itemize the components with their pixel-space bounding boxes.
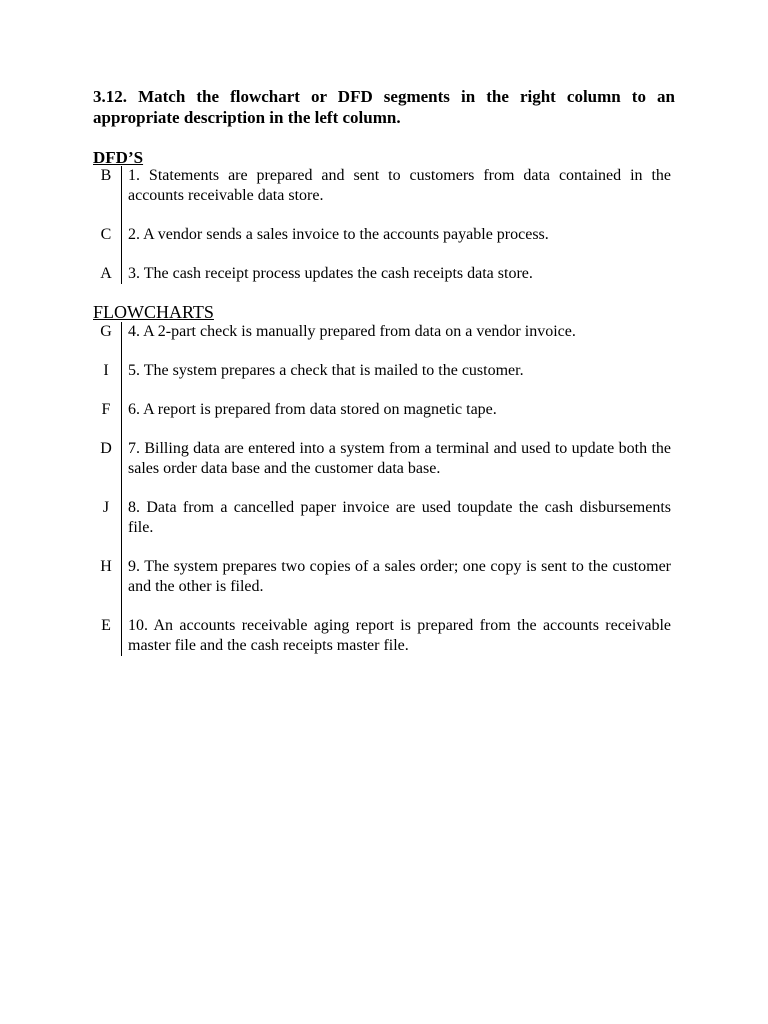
answer-letter: H: [100, 558, 112, 575]
flowcharts-section: [93, 322, 675, 656]
answer-letter: G: [100, 323, 112, 340]
item-description: 7. Billing data are entered into a system from a terminal and used to update both the sales order data base and the customer data base.: [121, 439, 675, 479]
list-item: [93, 322, 675, 342]
row-gap: [93, 245, 675, 264]
row-gap: [93, 420, 675, 439]
list-item: [93, 225, 675, 245]
item-description: 10. An accounts receivable aging report is prepared from the accounts receivable master file and the cash receipts master file.: [121, 616, 675, 656]
answer-letter: C: [100, 226, 112, 243]
list-item: [93, 616, 675, 656]
row-gap: [93, 538, 675, 557]
row-gap: [93, 597, 675, 616]
question-heading: 3.12. Match the flowchart or DFD segments in the right column to an appropriate description in the left column.: [93, 87, 675, 127]
list-item: [93, 400, 675, 420]
row-gap: [93, 381, 675, 400]
flowcharts-section-title: FLOWCHARTS: [93, 302, 214, 322]
dfd-section: [93, 166, 675, 284]
item-description: 3. The cash receipt process updates the cash receipts data store.: [121, 264, 675, 284]
row-gap: [93, 206, 675, 225]
item-description: 6. A report is prepared from data stored on magnetic tape.: [121, 400, 675, 420]
row-gap: [93, 342, 675, 361]
list-item: [93, 361, 675, 381]
item-description: 5. The system prepares a check that is mailed to the customer.: [121, 361, 675, 381]
answer-letter: J: [102, 499, 110, 516]
list-item: [93, 439, 675, 479]
row-gap: [93, 479, 675, 498]
item-description: 9. The system prepares two copies of a sales order; one copy is sent to the customer and the other is filed.: [121, 557, 675, 597]
item-description: 2. A vendor sends a sales invoice to the accounts payable process.: [121, 225, 675, 245]
answer-letter: A: [100, 265, 112, 282]
answer-letter: E: [101, 617, 111, 634]
item-description: 8. Data from a cancelled paper invoice are used toupdate the cash disbursements file.: [121, 498, 675, 538]
list-item: [93, 557, 675, 597]
dfd-section-title: DFD’S: [93, 148, 144, 167]
item-description: 1. Statements are prepared and sent to customers from data contained in the accounts receivable data store.: [121, 166, 675, 206]
list-item: [93, 264, 675, 284]
answer-letter: B: [100, 167, 112, 184]
answer-letter: D: [100, 440, 112, 457]
answer-letter: F: [101, 401, 111, 418]
answer-letter: I: [103, 362, 109, 379]
item-description: 4. A 2-part check is manually prepared from data on a vendor invoice.: [121, 322, 675, 342]
list-item: [93, 498, 675, 538]
list-item: [93, 166, 675, 206]
